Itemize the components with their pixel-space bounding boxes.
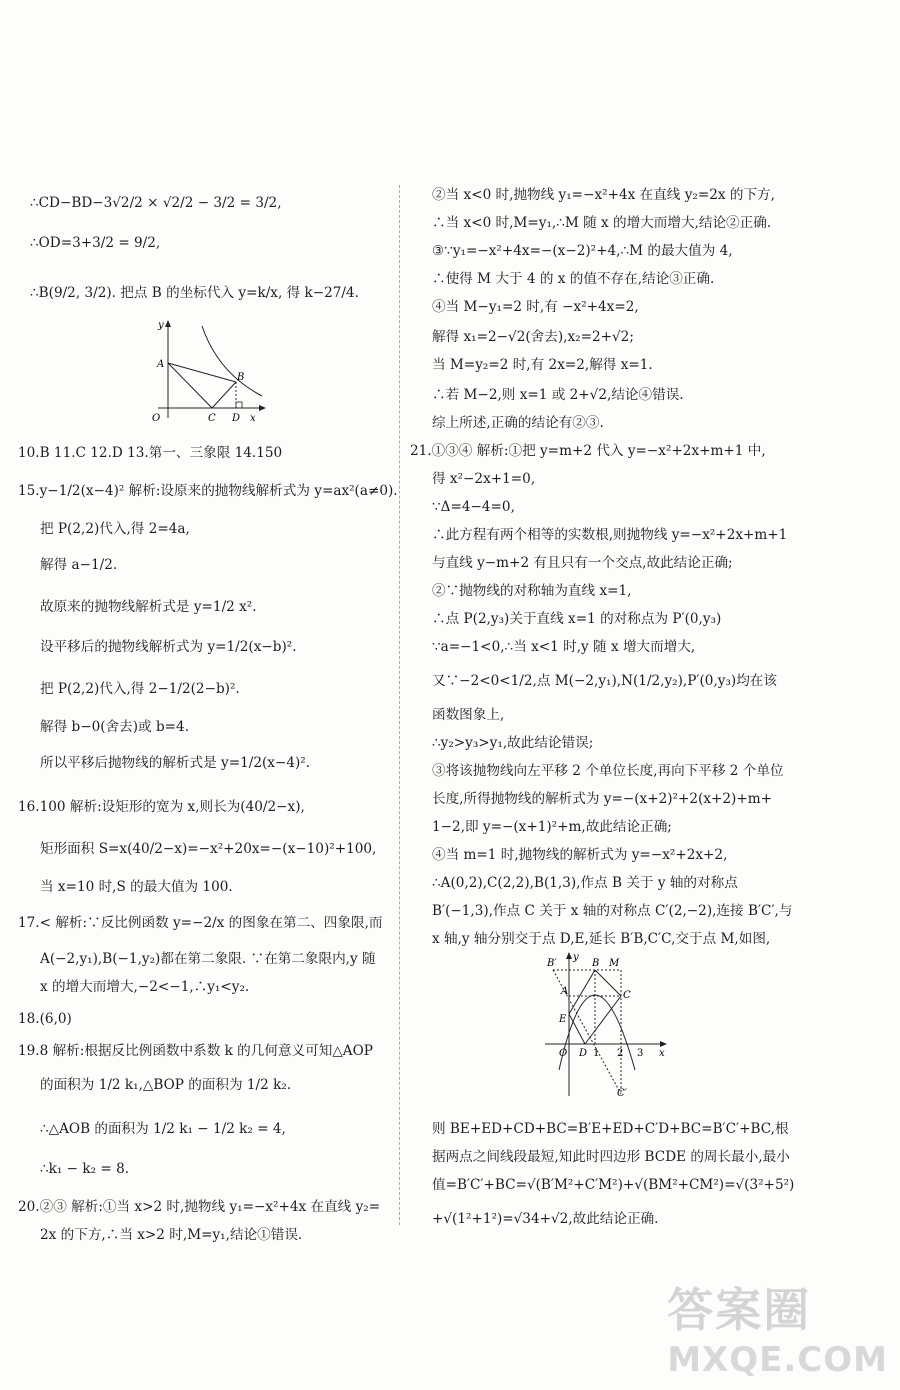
text-line: 2x 的下方,∴当 x>2 时,M=y₁,结论①错误. [40,1227,303,1243]
fig2-tick-1: 1 [593,1048,600,1059]
text-line: 则 BE+ED+CD+BC=B′E+ED+C′D+BC=B′C′+BC,根 [432,1121,789,1137]
watermark-top: 答案圈 [667,1283,812,1337]
text-line: +√(1²+1²)=√34+√2,故此结论正确. [432,1211,659,1227]
text-line: 函数图象上, [432,707,505,723]
text-line: ④当 m=1 时,抛物线的解析式为 y=−x²+2x+2, [432,847,728,863]
text-line: 当 M=y₂=2 时,有 2x=2,解得 x=1. [432,357,653,373]
fig1-label-b: B [237,372,245,383]
text-line: 19.8 解析:根据反比例函数中系数 k 的几何意义可知△AOP [18,1043,373,1059]
fig2-label-y: y [573,952,579,963]
fig2-label-d: D [579,1048,588,1059]
text-line: 解得 a−1/2. [40,557,118,573]
text-line: 又∵−2<0<1/2,点 M(−2,y₁),N(1/2,y₂),P′(0,y₃)均在该 [432,673,777,689]
text-line: ∴OD=3+3/2 = 9/2, [30,235,161,251]
text-line: ③∵y₁=−x²+4x=−(x−2)²+4,∴M 的最大值为 4, [432,243,733,259]
text-line: ∴y₂>y₃>y₁,故此结论错误; [432,735,594,751]
text-line: 矩形面积 S=x(40/2−x)=−x²+20x=−(x−10)²+100, [40,841,377,857]
text-line: 把 P(2,2)代入,得 2=4a, [40,521,190,537]
text-line: 17.< 解析:∵反比例函数 y=−2/x 的图象在第二、四象限,而 [18,915,383,931]
text-line: ∴若 M−2,则 x=1 或 2+√2,结论④错误. [432,387,684,403]
text-line: ∵Δ=4−4=0, [432,499,515,515]
text-line: 得 x²−2x+1=0, [432,471,536,487]
text-line: 综上所述,正确的结论有②③. [432,415,604,431]
text-line: 21.①③④ 解析:①把 y=m+2 代入 y=−x²+2x+m+1 中, [410,443,766,459]
text-line: ∴A(0,2),C(2,2),B(1,3),作点 B 关于 y 轴的对称点 [432,875,738,891]
text-line: 据两点之间线段最短,知此时四边形 BCDE 的周长最小,最小 [432,1149,790,1165]
text-line: ②∵抛物线的对称轴为直线 x=1, [432,583,632,599]
text-line: B′(−1,3),作点 C 关于 x 轴的对称点 C′(2,−2),连接 B′C′,与 [432,903,793,919]
text-line: 18.(6,0) [18,1011,72,1027]
fig1-label-o: O [152,413,161,424]
watermark-bottom: MXQE.COM [667,1340,888,1380]
fig2-label-c: C [623,990,631,1001]
fig2-label-bprime: B′ [547,958,557,969]
text-line: 与直线 y−m+2 有且只有一个交点,故此结论正确; [432,555,733,571]
fig1-label-x: x [250,413,256,424]
text-line: 1−2,即 y=−(x+1)²+m,故此结论正确; [432,819,672,835]
figure-hyperbola [140,318,270,432]
fig2-label-m: M [609,958,620,969]
text-line: 15.y−1/2(x−4)² 解析:设原来的抛物线解析式为 y=ax²(a≠0). [18,483,398,499]
text-line: x 的增大而增大,−2<−1,∴y₁<y₂. [40,979,250,995]
text-line: 16.100 解析:设矩形的宽为 x,则长为(40/2−x), [18,799,305,815]
text-line: 长度,所得抛物线的解析式为 y=−(x+2)²+2(x+2)+m+ [432,791,773,807]
fig2-label-o: O [559,1048,568,1059]
column-divider [399,185,400,1225]
text-line: 10.B 11.C 12.D 13.第一、三象限 14.150 [18,445,283,461]
text-line: 所以平移后抛物线的解析式是 y=1/2(x−4)². [40,755,311,771]
text-line: ③将该抛物线向左平移 2 个单位长度,再向下平移 2 个单位 [432,763,784,779]
text-line: x 轴,y 轴分别交于点 D,E,延长 B′B,C′C,交于点 M,如图, [432,931,771,947]
text-line: 解得 b−0(舍去)或 b=4. [40,719,190,735]
text-line: ∴B(9/2, 3/2). 把点 B 的坐标代入 y=k/x, 得 k−27/4. [30,285,359,301]
fig1-label-y: y [158,320,164,331]
fig2-label-x: x [659,1048,665,1059]
text-line: 把 P(2,2)代入,得 2−1/2(2−b)². [40,681,240,697]
fig1-label-d: D [232,413,241,424]
fig2-tick-2: 2 [617,1048,624,1059]
fig2-label-a: A [561,986,569,997]
fig2-label-b: B [592,958,600,969]
text-line: ②当 x<0 时,抛物线 y₁=−x²+4x 在直线 y₂=2x 的下方, [432,187,775,203]
fig1-label-c: C [208,413,216,424]
text-line: ④当 M−y₁=2 时,有 −x²+4x=2, [432,299,639,315]
text-line: ∴CD−BD−3√2/2 × √2/2 − 3/2 = 3/2, [30,195,282,211]
fig1-label-a: A [157,359,165,370]
fig2-label-cprime: C′ [617,1088,627,1099]
text-line: ∴k₁ − k₂ = 8. [40,1161,130,1177]
text-line: ∴当 x<0 时,M=y₁,∴M 随 x 的增大而增大,结论②正确. [432,215,772,231]
fig2-tick-3: 3 [637,1048,644,1059]
text-line: ∴使得 M 大于 4 的 x 的值不存在,结论③正确. [432,271,715,287]
figure-parabola [535,950,675,1104]
text-line: ∴△AOB 的面积为 1/2 k₁ − 1/2 k₂ = 4, [40,1121,286,1137]
watermark [667,1274,888,1380]
text-line: 20.②③ 解析:①当 x>2 时,抛物线 y₁=−x²+4x 在直线 y₂= [18,1199,381,1215]
text-line: 的面积为 1/2 k₁,△BOP 的面积为 1/2 k₂. [40,1077,292,1093]
text-line: ∵a=−1<0,∴当 x<1 时,y 随 x 增大而增大, [432,639,696,655]
text-line: ∴点 P(2,y₃)关于直线 x=1 的对称点为 P′(0,y₃) [432,611,722,627]
text-line: A(−2,y₁),B(−1,y₂)都在第二象限. ∵在第二象限内,y 随 [40,951,376,967]
text-line: 设平移后的抛物线解析式为 y=1/2(x−b)². [40,639,297,655]
text-line: 故原来的抛物线解析式是 y=1/2 x². [40,599,257,615]
text-line: 解得 x₁=2−√2(舍去),x₂=2+√2; [432,329,634,345]
text-line: 当 x=10 时,S 的最大值为 100. [40,879,233,895]
fig2-label-e: E [559,1014,567,1025]
text-line: 值=B′C′+BC=√(B′M²+C′M²)+√(BM²+CM²)=√(3²+5²) [432,1177,795,1193]
text-line: ∴此方程有两个相等的实数根,则抛物线 y=−x²+2x+m+1 [432,527,788,543]
